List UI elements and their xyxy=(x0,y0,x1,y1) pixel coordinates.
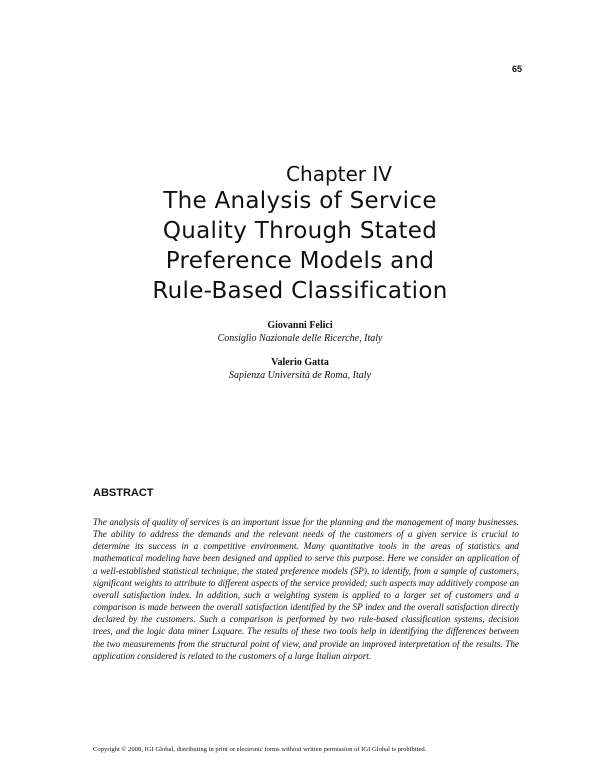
chapter-title-line: Preference Models and xyxy=(165,248,435,274)
abstract-text: The analysis of quality of services is an important issue for the planning and the management of many businesses. The ability to address the demands and the relevant needs of the customers of a given service is crucial to determine its success in a competitive environment. Many quantitative tools in the areas of statistics and mathematical modeling have been designed and applied to serve this purpose. Here we consider an application of a well-established statistical technique, the stated preference models (SP), to identify, from a sample of customers, significant weights to attribute to different aspects of the service provided; such aspects may additively compose an overall satisfaction index. In addition, such a weighting system is applied to a larger set of customers and a comparison is made between the overall satisfaction identified by the SP index and the overall satisfaction directly declared by the customers. Such a comparison is performed by two rule-based classification systems, decision trees, and the logic data miner Lsquare. The results of these two tools help in identifying the differences between the two measurements from the structural point of view, and provide an improved interpretation of the results. The application considered is related to the customers of a large Italian airport. xyxy=(93,517,519,661)
author-entry xyxy=(0,356,600,382)
copyright-footer: Copyright © 2008, IGI Global, distributing in print or electronic forms without written permission of IGI Global is prohibited. xyxy=(93,746,427,753)
page-number: 65 xyxy=(511,64,522,74)
author-list xyxy=(0,319,600,382)
author-name: Giovanni Felici xyxy=(267,320,333,331)
chapter-heading xyxy=(0,162,600,306)
author-affiliation: Sapienza Università de Roma, Italy xyxy=(229,370,371,381)
chapter-title-line: Rule-Based Classification xyxy=(152,278,448,304)
chapter-title-line: The Analysis of Service xyxy=(163,188,437,214)
chapter-title-line: Quality Through Stated xyxy=(162,218,438,244)
abstract-heading: ABSTRACT xyxy=(93,487,154,499)
author-entry xyxy=(0,319,600,345)
chapter-title xyxy=(0,186,600,306)
chapter-label: Chapter IV xyxy=(286,162,392,186)
author-name: Valerio Gatta xyxy=(271,357,329,368)
author-affiliation: Consiglio Nazionale delle Ricerche, Italy xyxy=(217,333,383,344)
